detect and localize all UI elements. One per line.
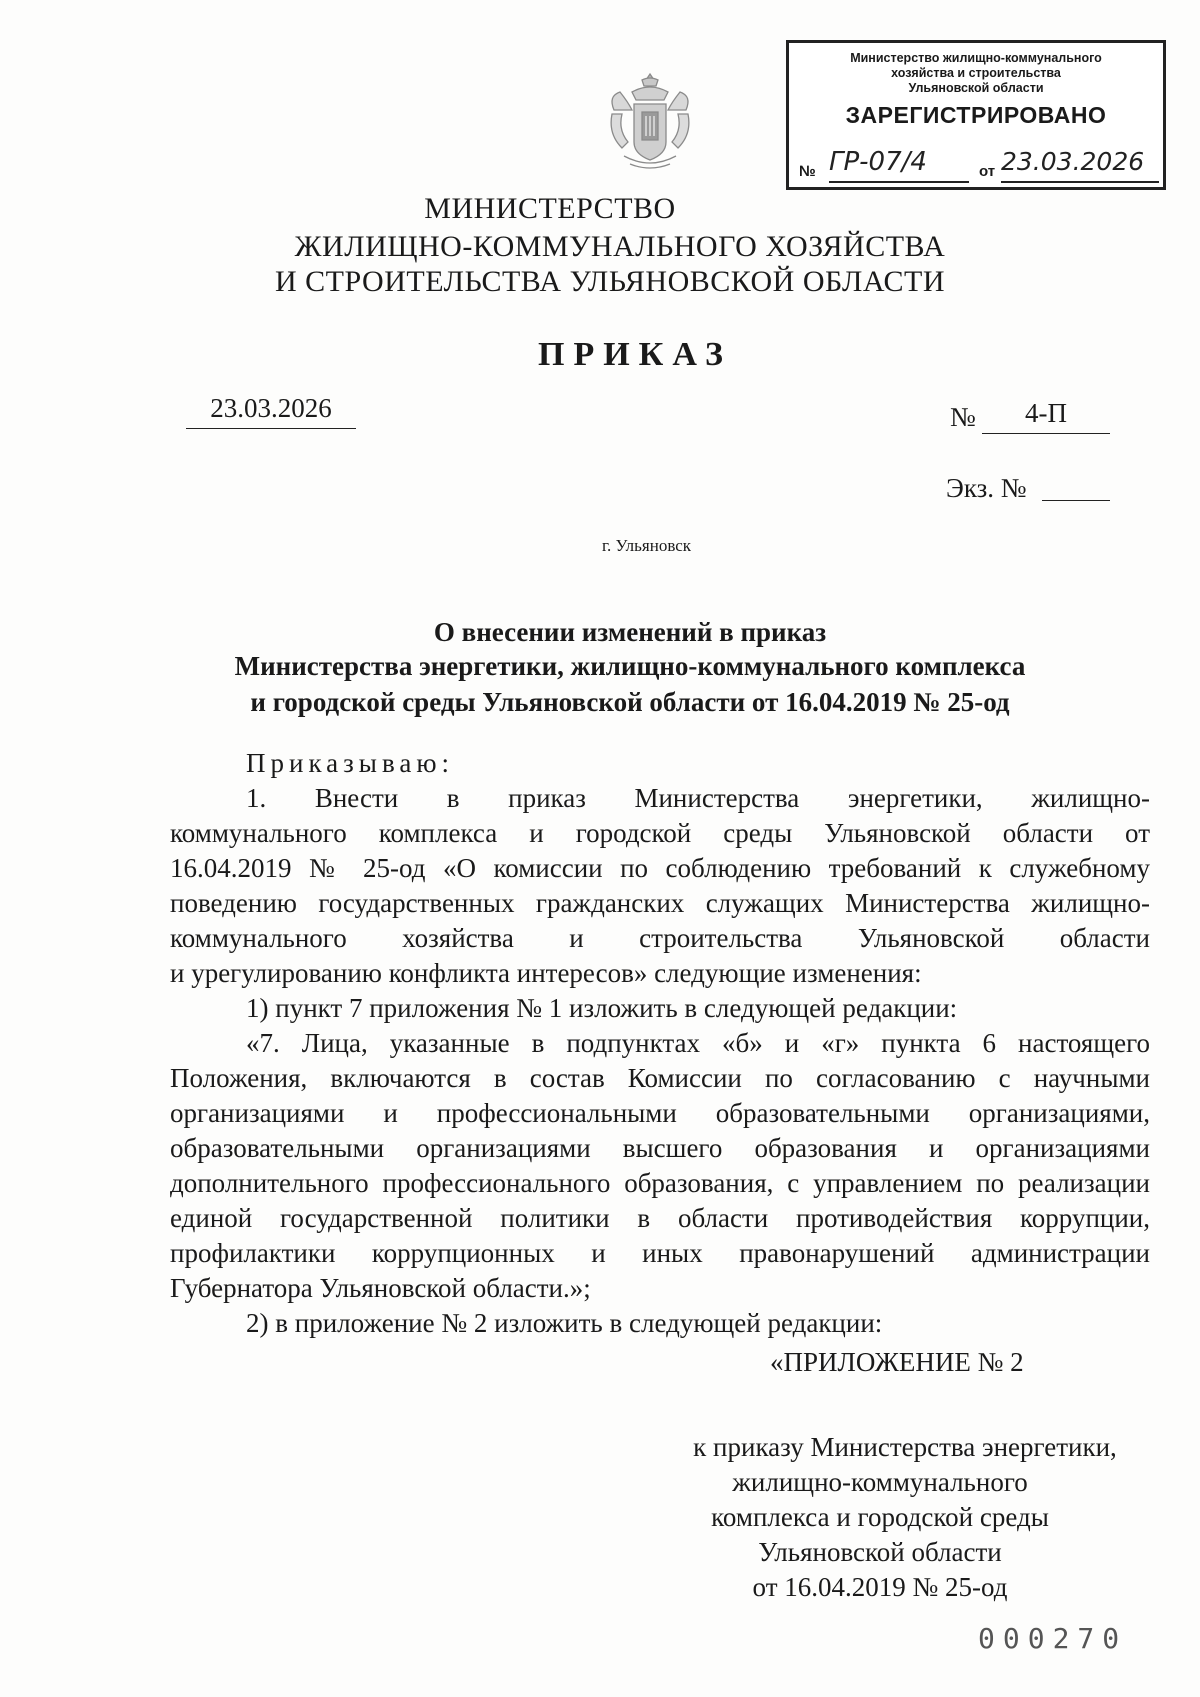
copy-number-blank: [1042, 500, 1110, 501]
stamp-line-3: Ульяновской области: [908, 81, 1044, 95]
appendix-reference-line: к приказу Министерства энергетики,: [693, 1432, 1117, 1462]
paragraph-1-last-line: и урегулированию конфликта интересов» следующие изменения:: [170, 958, 922, 988]
stamp-line-1: Министерство жилищно-коммунального: [850, 51, 1102, 65]
ministry-name-line-2: ЖИЛИЩНО-КОММУНАЛЬНОГО ХОЗЯЙСТВА: [294, 230, 946, 263]
quote-line: дополнительного профессионального образования, с управлением по реализации: [170, 1168, 1150, 1198]
item-2: 2) в приложение № 2 изложить в следующей редакции:: [246, 1308, 883, 1338]
quote-line: «7. Лица, указанные в подпунктах «б» и «г» пункта 6 настоящего: [246, 1028, 1150, 1058]
stamp-number-label: №: [799, 163, 816, 180]
appendix-heading: «ПРИЛОЖЕНИЕ № 2: [770, 1347, 1024, 1377]
stamp-title: ЗАРЕГИСТРИРОВАНО: [845, 102, 1107, 128]
copy-number-label: Экз. №: [946, 473, 1027, 503]
quote-line: профилактики коррупционных и иных правонарушений администрации: [170, 1238, 1150, 1268]
stamp-registration-row: [799, 147, 1157, 187]
quote-line: единой государственной политики в области противодействия коррупции,: [170, 1203, 1150, 1233]
paragraph-1-line: коммунального комплекса и городской среды Ульяновской области от: [170, 818, 1150, 848]
appendix-reference-line: Ульяновской области: [758, 1537, 1002, 1567]
paragraph-1-line: 1. Внести в приказ Министерства энергетики, жилищно-: [246, 783, 1150, 813]
order-number-label: №: [950, 402, 976, 432]
stamp-line-2: хозяйства и строительства: [891, 66, 1061, 80]
quote-last-line: Губернатора Ульяновской области.»;: [170, 1273, 591, 1303]
quote-line: организациями и профессиональными образовательными организациями,: [170, 1098, 1150, 1128]
page-number: 000270: [978, 1622, 1128, 1655]
city: г. Ульяновск: [602, 536, 692, 555]
document-type: ПРИКАЗ: [538, 336, 732, 373]
ministry-name-line-1: МИНИСТЕРСТВО: [424, 192, 676, 225]
paragraph-1-line: 16.04.2019 № 25-од «О комиссии по соблюдению требований к служебному: [170, 853, 1150, 883]
paragraph-1-line: коммунального хозяйства и строительства Ульяновской области: [170, 923, 1150, 953]
coat-of-arms-icon: [604, 70, 696, 174]
order-number: 4-П: [982, 398, 1110, 434]
order-title-line-3: и городской среды Ульяновской области от 16.04.2019 № 25-од: [250, 687, 1010, 717]
order-title-line-1: О внесении изменений в приказ: [433, 617, 827, 647]
order-date: 23.03.2026: [186, 393, 356, 429]
ministry-name-line-3: И СТРОИТЕЛЬСТВА УЛЬЯНОВСКОЙ ОБЛАСТИ: [274, 265, 946, 298]
quote-line: образовательными организациями высшего образования и организациями: [170, 1133, 1150, 1163]
stamp-number-value: ГР-07/4: [829, 147, 969, 183]
appendix-reference-line: комплекса и городской среды: [711, 1502, 1049, 1532]
item-1: 1) пункт 7 приложения № 1 изложить в следующей редакции:: [246, 993, 958, 1023]
stamp-date-label: от: [979, 163, 996, 180]
stamp-date-value: 23.03.2026: [1001, 147, 1159, 183]
order-title-line-2: Министерства энергетики, жилищно-коммунального комплекса: [234, 651, 1026, 681]
order-word: Приказываю:: [246, 748, 454, 778]
appendix-reference-line: жилищно-коммунального: [732, 1467, 1028, 1497]
registration-stamp: [786, 40, 1166, 190]
paragraph-1-line: поведению государственных гражданских служащих Министерства жилищно-: [170, 888, 1150, 918]
quote-line: Положения, включаются в состав Комиссии по согласованию с научными: [170, 1063, 1150, 1093]
appendix-reference-line: от 16.04.2019 № 25-од: [752, 1572, 1008, 1602]
